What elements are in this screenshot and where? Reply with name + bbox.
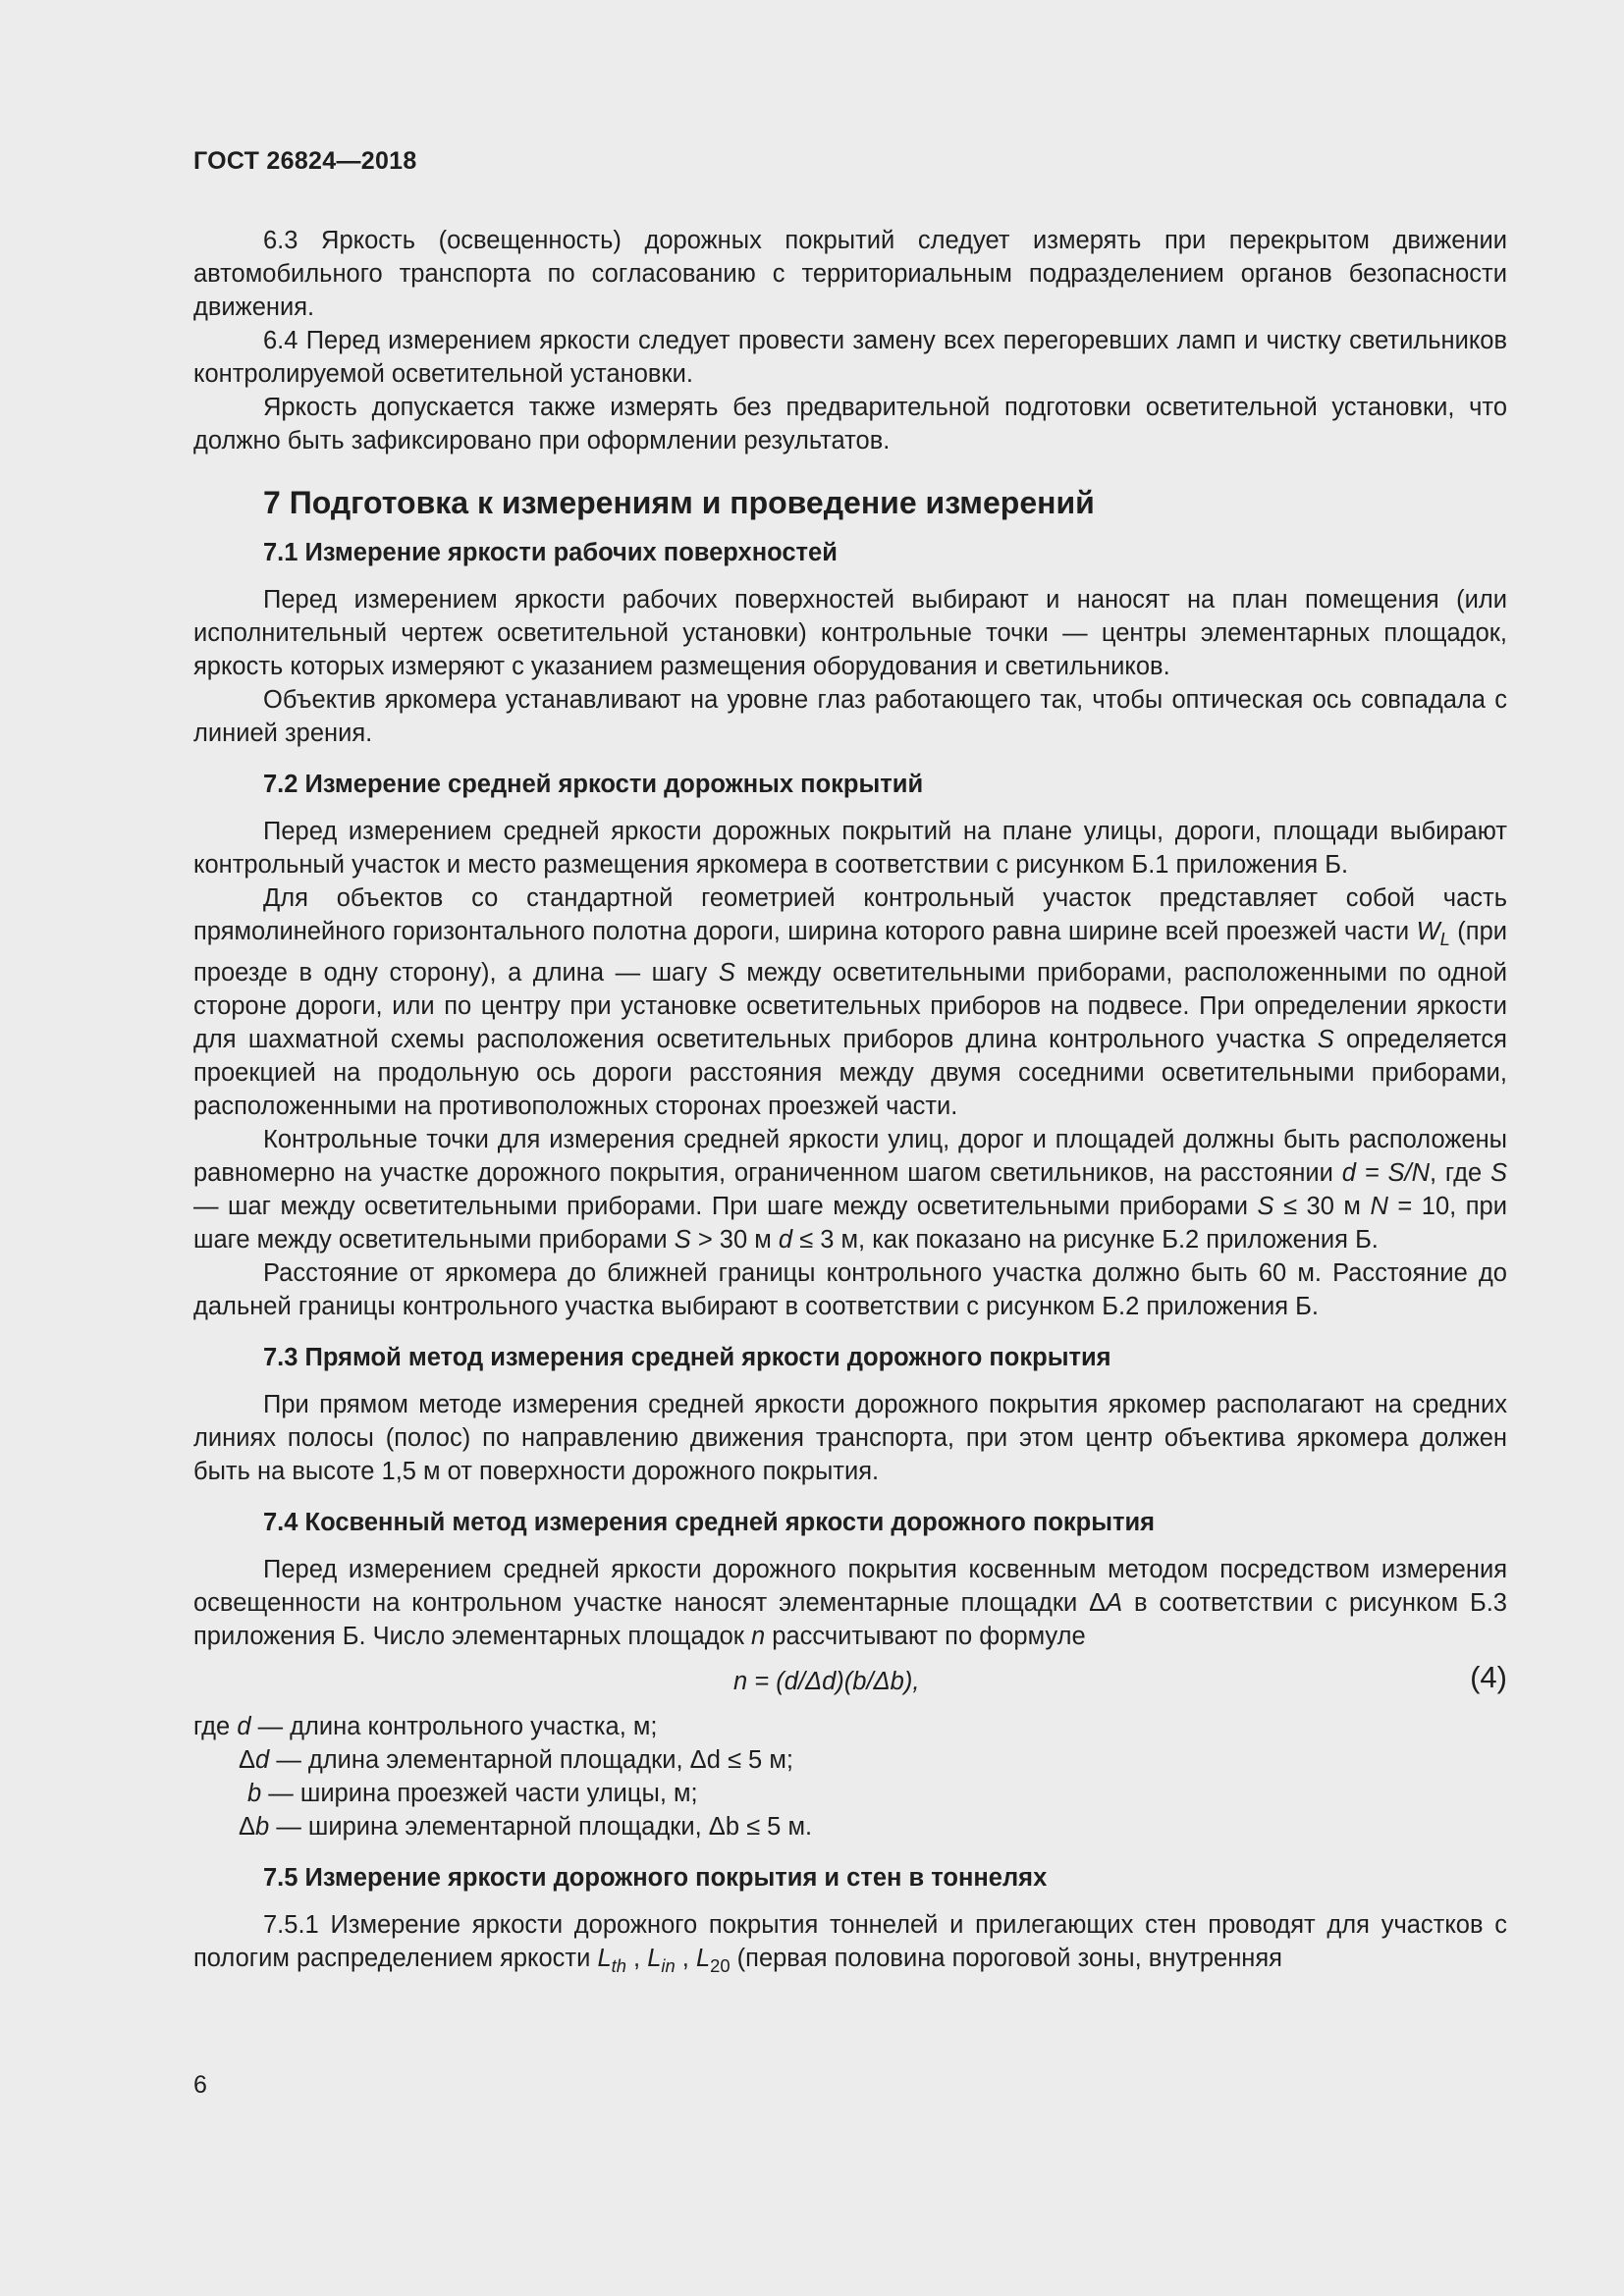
section-7-5-title: 7.5 Измерение яркости дорожного покрытия и стен в тоннелях [263,1864,1048,1893]
document-body [193,224,1507,1983]
formula-row [193,1660,1507,1700]
paragraph-6-3: 6.3 Яркость (освещенность) дорожных покрытий следует измерять при перекрытом движении автомобильного транспорта по согласованию с территориальным подразделением органов безопасности движения. [193,227,1507,321]
section-7-title: 7 Подготовка к измерениям и проведение измерений [263,485,1095,520]
paragraph-6-4: 6.4 Перед измерением яркости следует провести замену всех перегоревших ламп и чистку светильников контролируемой осветительной установки. [193,327,1507,388]
formula: n = (d/Δd)(b/Δb), [733,1668,920,1696]
where-item: b — ширина проезжей части улицы, м; [247,1780,698,1808]
document-header: ГОСТ 26824—2018 [193,147,417,175]
paragraph-7-2-3: Контрольные точки для измерения средней яркости улиц, дорог и площадей должны быть расположены равномерно на участке дорожного покрытия, ограниченном шагом светильников, на расстоянии d = S/N, где S — шаг между осветительными приборами. При шаге между осветительными приборами S ≤ 30 м N = 10, при шаге между осветительными приборами S > 30 м d ≤ 3 м, как показано на рисунке Б.2 приложения Б. [193,1126,1507,1255]
paragraph-7-3-1: При прямом методе измерения средней яркости дорожного покрытия яркомер располагают на средних линиях полосы (полос) по направлению движения транспорта, при этом центр объектива яркомера должен быть на высоте 1,5 м от поверхности дорожного покрытия. [193,1391,1507,1486]
paragraph-7-4-1: Перед измерением средней яркости дорожного покрытия косвенным методом посредством измерения освещенности на контрольном участке наносят элементарные площадки ΔA в соответствии с рисунком Б.3 приложения Б. Число элементарных площадок n рассчитывают по формуле [193,1556,1507,1651]
paragraph-7-2-1: Перед измерением средней яркости дорожных покрытий на плане улицы, дороги, площади выбирают контрольный участок и место размещения яркомера в соответствии с рисунком Б.1 приложения Б. [193,818,1507,879]
formula-number: (4) [1470,1660,1507,1695]
where-item: Δb — ширина элементарной площадки, Δb ≤ 5 м. [239,1813,813,1842]
section-7-3-title: 7.3 Прямой метод измерения средней яркости дорожного покрытия [263,1344,1111,1372]
page-number: 6 [193,2071,207,2099]
where-item: где d — длина контрольного участка, м; [193,1713,658,1741]
paragraph-7-2-2: Для объектов со стандартной геометрией контрольный участок представляет собой часть прямолинейного горизонтального полотна дороги, ширина которого равна ширине всей проезжей части $W_L$ (при проезде в одну сторону), а длина — шагу S между осветительными приборами, расположенными по одной стороне дороги, или по центру при установке осветительных приборов на подвесе. При определении яркости для шахматной схемы расположения осветительных приборов длина контрольного участка S определяется проекцией на продольную ось дороги расстояния между двумя соседними осветительными приборами, расположенными на противоположных сторонах проезжей части. [193,884,1508,1121]
section-7-2-title: 7.2 Измерение средней яркости дорожных покрытий [263,771,924,798]
paragraph-7-2-4: Расстояние от яркомера до ближней границы контрольного участка должно быть 60 м. Расстояние до дальней границы контрольного участка выбирают в соответствии с рисунком Б.2 приложения Б. [193,1259,1507,1321]
paragraph-7-1-2: Объектив яркомера устанавливают на уровне глаз работающего так, чтобы оптическая ось совпадала с линией зрения. [193,686,1507,747]
section-7-1-title: 7.1 Измерение яркости рабочих поверхностей [263,539,838,566]
section-7-4-title: 7.4 Косвенный метод измерения средней яркости дорожного покрытия [263,1509,1156,1537]
paragraph-6-4b: Яркость допускается также измерять без предварительной подготовки осветительной установки, что должно быть зафиксировано при оформлении результатов. [193,394,1507,454]
where-item: Δd — длина элементарной площадки, Δd ≤ 5 м; [239,1746,793,1775]
paragraph-7-1-1: Перед измерением яркости рабочих поверхностей выбирают и наносят на план помещения (или исполнительный чертеж осветительной установки) контрольные точки — центры элементарных площадок, яркость которых измеряют с указанием размещения оборудования и светильников. [193,586,1507,680]
paragraph-7-5-1: 7.5.1 Измерение яркости дорожного покрытия тоннелей и прилегающих стен проводят для участков с пологим распределением яркости $L_{th}$ , $L_{in}$ , $L_{20}$ (первая половина пороговой зоны, внутренняя [193,1911,1507,1977]
